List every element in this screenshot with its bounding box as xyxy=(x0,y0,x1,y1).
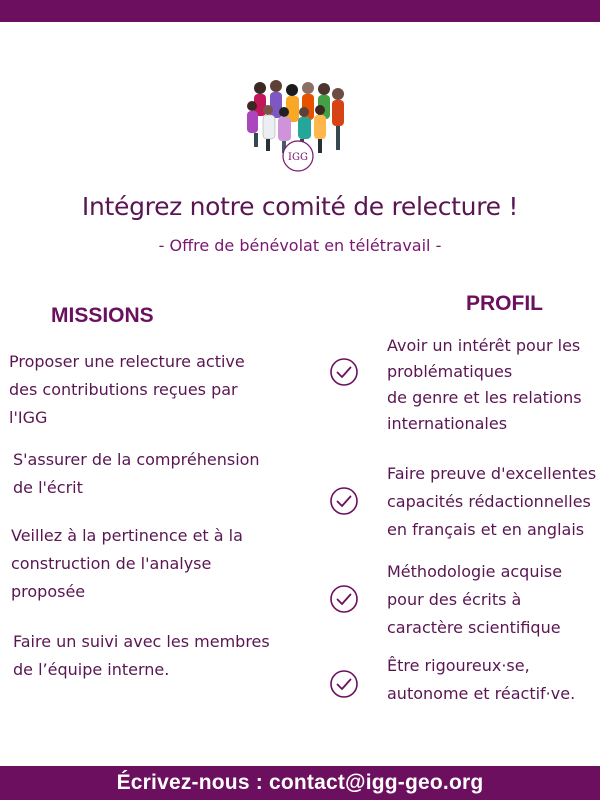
check-circle-icon xyxy=(329,486,359,516)
profil-item: Faire preuve d'excellentes capacités rédactionnelles en français et en anglais xyxy=(387,464,597,539)
logo-text: IGG xyxy=(288,152,308,163)
check-circle-icon xyxy=(329,357,359,387)
top-banner xyxy=(0,0,600,22)
mission-item: S'assurer de la compréhension de l'écrit xyxy=(13,450,260,497)
mission-item: Veillez à la pertinence et à la construction de l'analyse proposée xyxy=(11,526,243,601)
footer-banner xyxy=(0,766,600,800)
profil-item: Avoir un intérêt pour les problématiques de genre et les relations internationales xyxy=(387,336,582,433)
profil-item: Méthodologie acquise pour des écrits à caractère scientifique xyxy=(387,562,563,637)
mission-item: Proposer une relecture active des contributions reçues par l'IGG xyxy=(9,352,245,427)
people-group-logo xyxy=(238,76,358,176)
profil-item: Être rigoureux·se, autonome et réactif·ve. xyxy=(387,656,576,703)
check-circle-icon xyxy=(329,669,359,699)
mission-item: Faire un suivi avec les membres de l’équipe interne. xyxy=(13,632,270,679)
missions-heading: MISSIONS xyxy=(51,304,154,327)
page-subtitle: - Offre de bénévolat en télétravail - xyxy=(158,236,442,255)
check-circle-icon xyxy=(329,584,359,614)
profil-heading: PROFIL xyxy=(466,292,543,315)
page-title: Intégrez notre comité de relecture ! xyxy=(81,192,519,221)
contact-email-link[interactable]: Écrivez-nous : contact@igg-geo.org xyxy=(116,771,484,794)
